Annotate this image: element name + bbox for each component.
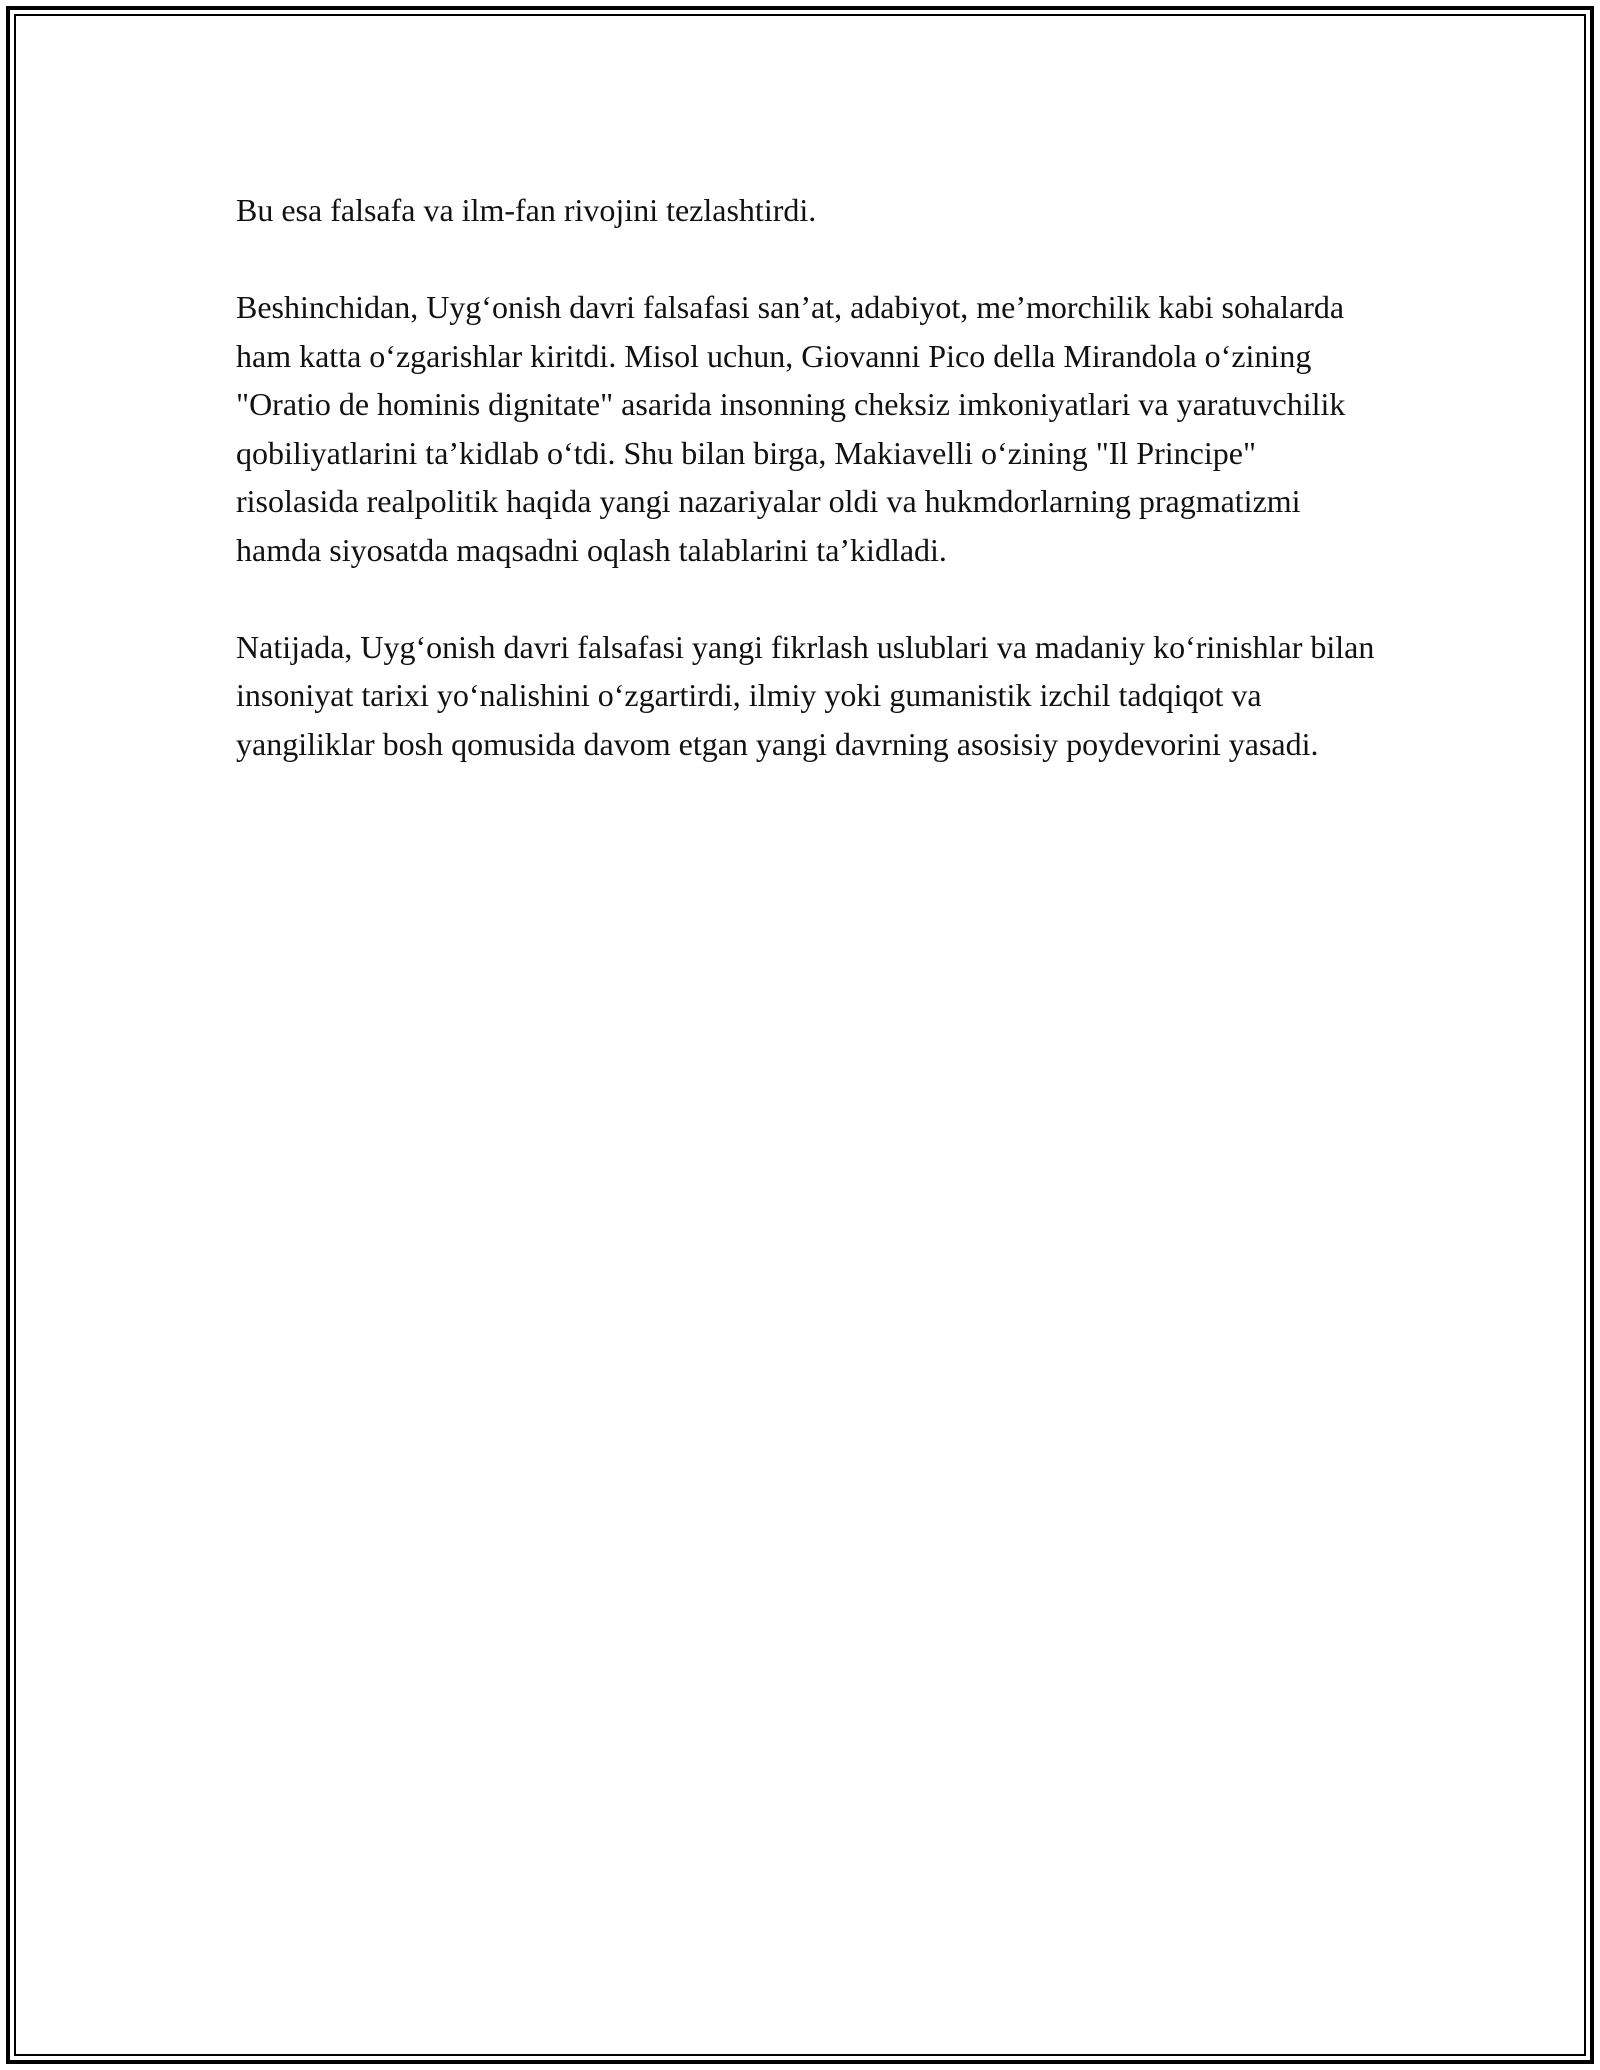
paragraph-2: Beshinchidan, Uyg‘onish davri falsafasi san’at, adabiyot, me’morchilik kabi sohalarda ham katta o‘zgarishlar kiritdi. Misol uchun, Giovanni Pico della Mirandola o‘zining "Oratio de hominis dignitate" asarida insonning cheksiz imkoniyatlari va yaratuvchilik qobiliyatlarini ta’kidlab o‘tdi. Shu bilan birga, Makiavelli o‘zining "Il Principe" risolasida realpolitik haqida yangi nazariyalar oldi va hukmdorlarning pragmatizmi hamda siyosatda maqsadni oqlash talablarini ta’kidladi. <box>236 289 1346 568</box>
paragraph-3: Natijada, Uyg‘onish davri falsafasi yangi fikrlash uslublari va madaniy ko‘rinishlar bilan insoniyat tarixi yo‘nalishini o‘zgartirdi, ilmiy yoki gumanistik izchil tadqiqot va yangiliklar bosh qomusida davom etgan yangi davrning asosisiy poydevorini yasadi. <box>236 628 1375 762</box>
paragraph-1: Bu esa falsafa va ilm-fan rivojini tezlashtirdi. <box>236 192 817 228</box>
document-body <box>236 186 1386 817</box>
